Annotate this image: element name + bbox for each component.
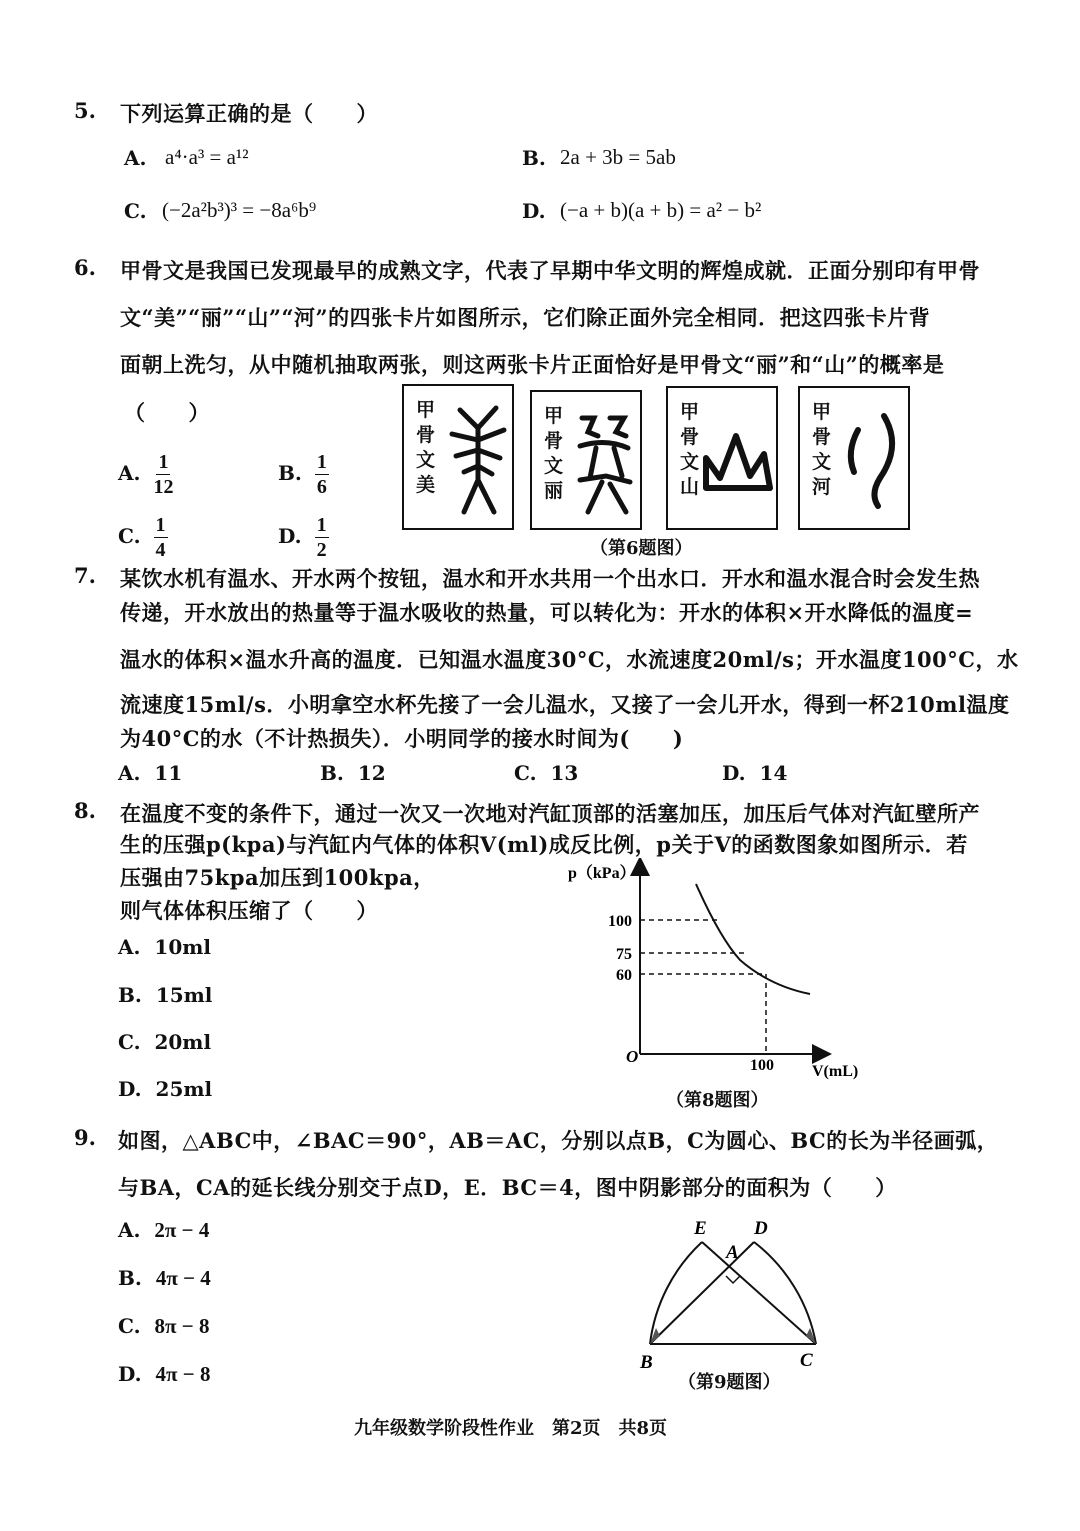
q7-option-c — [514, 761, 578, 785]
q8-curve — [696, 884, 810, 994]
card-li — [530, 390, 642, 530]
q8-option-a-label: A. — [118, 935, 141, 959]
oracle-he-glyph — [834, 402, 914, 522]
q7-line-2: 传递，开水放出的热量等于温水吸收的热量，可以转化为：开水的体积×开水降低的温度= — [120, 600, 974, 625]
q8-option-d-text: 25ml — [155, 1077, 213, 1101]
q7-option-b — [320, 761, 386, 785]
card-he-label: 甲骨文河 — [812, 401, 832, 498]
q8-option-c-label: C. — [118, 1030, 141, 1054]
q5-option-d-label: D. — [522, 199, 546, 223]
q5-option-c-expr: (−2a²b³)³ = −8a⁶b⁹ — [162, 198, 317, 222]
q8-option-b-text: 15ml — [155, 983, 213, 1007]
q8-graph — [560, 858, 880, 1088]
q9-arc-right — [754, 1242, 816, 1344]
q9-right-angle — [726, 1276, 740, 1283]
q9-point-e: E — [694, 1218, 707, 1239]
q6-option-b-fraction — [315, 452, 329, 497]
q9-option-c-label: C. — [118, 1314, 141, 1338]
q8-option-a — [118, 935, 211, 959]
q7-option-b-label: B. — [320, 761, 344, 785]
card-li-label: 甲骨文丽 — [544, 405, 564, 502]
q8-number: 8. — [74, 798, 96, 823]
q6-option-a-num: 1 — [158, 451, 169, 473]
q8-option-b-label: B. — [118, 983, 142, 1007]
q8-origin: O — [626, 1047, 639, 1066]
q6-figure-caption: （第6题图） — [590, 538, 693, 559]
q9-option-a — [118, 1218, 209, 1243]
q9-option-b — [118, 1266, 211, 1291]
q8-option-c-text: 20ml — [154, 1030, 212, 1054]
q8-line-2: 生的压强p(kpa)与汽缸内气体的体积V(ml)成反比例，p关于V的函数图象如图所示．若 — [120, 832, 968, 857]
q5-option-a-expr: a⁴·a³ = a¹² — [165, 145, 249, 169]
q9-point-d: D — [754, 1218, 768, 1239]
q5-number: 5. — [74, 98, 96, 123]
q9-point-c: C — [800, 1350, 813, 1371]
q6-option-a-label: A. — [118, 461, 141, 485]
oracle-shan-glyph — [698, 402, 778, 522]
q8-line-4: 则气体体积压缩了（ ） — [120, 898, 378, 923]
q6-option-a-den: 12 — [153, 476, 174, 498]
q6-option-c-den: 4 — [155, 539, 166, 561]
q6-option-c — [118, 515, 168, 560]
q9-option-d — [118, 1362, 211, 1387]
q8-line-3: 压强由75kpa加压到100kpa， — [120, 865, 435, 890]
q8-tick-75: 75 — [616, 946, 632, 963]
q7-option-d — [722, 761, 787, 785]
card-mei-label: 甲骨文美 — [416, 399, 436, 496]
q7-number: 7. — [74, 563, 96, 588]
q8-x-axis-label: V(mL) — [812, 1063, 859, 1080]
q9-option-d-label: D. — [118, 1362, 142, 1386]
q6-option-c-num: 1 — [155, 514, 166, 536]
card-he — [798, 386, 910, 530]
q5-option-b-label: B. — [522, 146, 546, 170]
card-shan — [666, 386, 778, 530]
oracle-mei-glyph — [438, 400, 518, 520]
q6-option-d-num: 1 — [316, 514, 327, 536]
q6-line-1: 甲骨文是我国已发现最早的成熟文字，代表了早期中华文明的辉煌成就．正面分别印有甲骨 — [120, 258, 980, 283]
q8-option-b — [118, 983, 212, 1007]
q5-option-b-expr: 2a + 3b = 5ab — [560, 145, 676, 169]
oracle-li-glyph — [566, 402, 646, 522]
card-mei — [402, 384, 514, 530]
q9-option-a-label: A. — [118, 1218, 141, 1242]
q7-option-d-text: 14 — [759, 761, 788, 785]
q7-line-1: 某饮水机有温水、开水两个按钮，温水和开水共用一个出水口．开水和温水混合时会发生热 — [120, 566, 980, 591]
q9-line-1: 如图，△ABC中，∠BAC＝90°，AB＝AC，分别以点B，C为圆心、BC的长为半径画弧， — [118, 1128, 999, 1153]
q9-option-b-text: 4π − 4 — [155, 1266, 211, 1290]
q6-option-d — [278, 515, 329, 560]
q7-line-4: 流速度15ml/s．小明拿空水杯先接了一会儿温水，又接了一会儿开水，得到一杯210ml温度 — [120, 692, 1010, 717]
q9-figure-caption: （第9题图） — [678, 1372, 781, 1393]
q8-figure-caption: （第8题图） — [666, 1090, 769, 1111]
q9-number: 9. — [74, 1125, 96, 1150]
q5-option-d-expr: (−a + b)(a + b) = a² − b² — [560, 198, 762, 222]
q9-option-a-text: 2π − 4 — [154, 1218, 210, 1242]
q7-option-a-label: A. — [118, 761, 141, 785]
q7-option-a — [118, 761, 182, 785]
page-footer: 九年级数学阶段性作业 第2页 共8页 — [354, 1418, 668, 1439]
q9-option-d-text: 4π − 8 — [155, 1362, 211, 1386]
q9-option-b-label: B. — [118, 1266, 142, 1290]
q8-option-d — [118, 1077, 212, 1101]
q7-option-c-text: 13 — [550, 761, 579, 785]
q7-line-5: 为40°C的水（不计热损失）．小明同学的接水时间为( ) — [120, 726, 684, 751]
q6-option-d-fraction — [315, 515, 329, 560]
q5-stem: 下列运算正确的是（ ） — [120, 101, 378, 126]
q8-y-axis-label: p（kPa） — [568, 865, 636, 882]
q5-option-c-label: C. — [124, 199, 147, 223]
q9-point-b: B — [640, 1352, 653, 1373]
q9-option-c-text: 8π − 8 — [154, 1314, 210, 1338]
q7-option-a-text: 11 — [154, 761, 183, 785]
q6-option-d-den: 2 — [316, 539, 327, 561]
q6-option-c-label: C. — [118, 524, 141, 548]
q7-option-c-label: C. — [514, 761, 537, 785]
q8-x-tick-100: 100 — [750, 1057, 774, 1074]
q8-line-1: 在温度不变的条件下，通过一次又一次地对汽缸顶部的活塞加压，加压后气体对汽缸壁所产 — [120, 801, 980, 826]
q8-option-d-label: D. — [118, 1077, 142, 1101]
q9-point-a: A — [726, 1242, 739, 1263]
card-shan-label: 甲骨文山 — [680, 401, 700, 498]
q6-option-a — [118, 452, 173, 497]
q6-option-c-fraction — [154, 515, 168, 560]
q7-line-3: 温水的体积×温水升高的温度．已知温水温度30°C，水流速度20ml/s；开水温度100°C，水 — [120, 647, 1019, 672]
q5-option-a-label: A. — [124, 146, 147, 170]
q8-tick-60: 60 — [616, 967, 632, 984]
q8-option-c — [118, 1030, 211, 1054]
q6-option-b-den: 6 — [316, 476, 327, 498]
q9-figure — [630, 1210, 840, 1376]
q6-option-b-label: B. — [278, 461, 302, 485]
q6-line-4: （ ） — [124, 400, 210, 425]
q9-option-c — [118, 1314, 209, 1339]
q8-tick-100: 100 — [608, 913, 632, 930]
q6-line-3: 面朝上洗匀，从中随机抽取两张，则这两张卡片正面恰好是甲骨文“丽”和“山”的概率是 — [120, 352, 945, 377]
q6-number: 6. — [74, 255, 96, 280]
q9-arc-left — [650, 1242, 702, 1344]
q7-option-b-text: 12 — [357, 761, 386, 785]
q9-line-2: 与BA，CA的延长线分别交于点D，E．BC＝4，图中阴影部分的面积为（ ） — [118, 1175, 897, 1200]
q6-line-2: 文“美”“丽”“山”“河”的四张卡片如图所示，它们除正面外完全相同．把这四张卡片背 — [120, 305, 931, 330]
q7-option-d-label: D. — [722, 761, 746, 785]
q6-option-b-num: 1 — [316, 451, 327, 473]
q6-option-d-label: D. — [278, 524, 302, 548]
q6-option-b — [278, 452, 329, 497]
q8-option-a-text: 10ml — [154, 935, 212, 959]
q6-option-a-fraction — [153, 452, 173, 497]
